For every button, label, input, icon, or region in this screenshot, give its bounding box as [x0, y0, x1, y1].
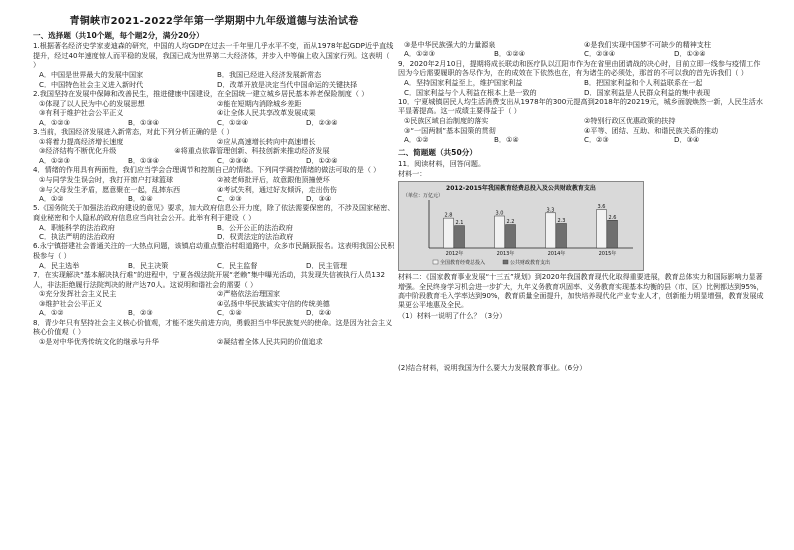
sub-row	[39, 337, 395, 346]
bar-public-0	[455, 226, 465, 248]
option-a[interactable]: A．坚持国家利益至上，维护国家利益	[404, 78, 523, 88]
sub-row	[404, 40, 764, 49]
question-stem: 3.当前，我国经济发展进入新常态，对此下列分析正确的是（ ）	[33, 127, 234, 137]
data-label: 3.6	[597, 204, 606, 211]
option-row	[404, 88, 764, 97]
option-c[interactable]: C．②③④	[584, 49, 616, 59]
sub-question-1: （1）材料一说明了什么？（3分）	[398, 311, 507, 321]
question-10	[398, 97, 764, 145]
sub-row	[39, 146, 395, 155]
option-row	[39, 118, 395, 127]
sub-item: ①将着力提高经济增长速度	[39, 136, 124, 146]
sub-item: ①与同学发生误会时，我打开窗户打球篮球	[39, 175, 174, 185]
answer-space[interactable]	[398, 321, 764, 363]
x-tick-label: 2012年	[445, 251, 464, 258]
option-b[interactable]: B．①②④	[494, 49, 526, 59]
option-row	[39, 156, 395, 165]
section-heading: 一、选择题（共10个题，每个题2分，满分20分）	[33, 31, 204, 40]
question-9	[398, 59, 764, 97]
legend-entry: 全国教育经费总投入	[440, 260, 486, 267]
sub-item: ②凝结着全体人民共同的价值追求	[217, 337, 323, 346]
sub-row	[39, 137, 395, 146]
sub-item: ③维护社会公平正义	[39, 298, 103, 308]
option-a[interactable]: A．①②③	[404, 49, 436, 59]
data-label: 2.6	[608, 214, 617, 221]
option-d[interactable]: D．③④	[674, 135, 700, 145]
question-2	[33, 89, 395, 127]
bar-total-2	[546, 213, 556, 248]
bar-public-1	[506, 225, 516, 248]
y-axis-label: （单位：万亿元）	[403, 193, 444, 200]
option-c[interactable]: C．②③④	[217, 155, 249, 165]
option-row	[39, 223, 395, 232]
sub-row	[39, 299, 395, 308]
legend-swatch	[433, 260, 438, 264]
option-d[interactable]: D．②④	[306, 308, 332, 318]
sub-item: ①体现了以人民为中心的发展思想	[39, 98, 145, 108]
sub-row	[404, 116, 764, 125]
chart-title: 2012-2015年我国教育经费总投入及公共财政教育支出	[446, 185, 596, 193]
x-tick-label: 2013年	[496, 251, 515, 258]
option-b[interactable]: B．①③④	[128, 155, 160, 165]
left-column	[33, 30, 395, 346]
option-d[interactable]: D．国家利益是人民群众利益的集中表现	[584, 87, 711, 97]
sub-item: ③是中华民族强大的力量源泉	[404, 40, 496, 49]
sub-item: ④是我们实现中国梦不可缺少的精神支柱	[584, 40, 711, 49]
bar-total-1	[495, 216, 505, 248]
option-c[interactable]: C．①②④	[217, 117, 249, 127]
legend-entry: 公共财政教育支出	[510, 260, 551, 267]
bar-public-2	[557, 224, 567, 249]
option-b[interactable]: B．把国家利益和个人利益联系在一起	[584, 78, 703, 88]
option-c[interactable]: C．国家利益与个人利益在根本上是一致的	[404, 87, 537, 97]
option-a[interactable]: A．职能科学的法治政府	[39, 222, 115, 232]
option-b[interactable]: B．民主决策	[128, 260, 169, 270]
option-a[interactable]: A．中国是世界最大的发展中国家	[39, 70, 144, 80]
question-5	[33, 203, 395, 241]
question-8	[33, 318, 395, 347]
option-c[interactable]: C．执法严明的法治政府	[39, 232, 115, 242]
sub-item: ③有利于维护社会公平正义	[39, 108, 124, 118]
question-3	[33, 127, 395, 165]
option-d[interactable]: D．民主管理	[306, 260, 347, 270]
option-d[interactable]: D．①②④	[306, 155, 338, 165]
chart-svg	[399, 182, 643, 270]
sub-item: ②严格依法治理国家	[217, 289, 281, 299]
question-stem: 10．宁夏城镇居民人均生活消费支出从1978年的300元提高到2018年的20219元，城乡面貌焕然一新，人民生活水平显著提高。这一成绩主要得益于（ ）	[398, 96, 763, 116]
sub-item: ④弘扬中华民族诚实守信的传统美德	[217, 298, 330, 308]
sub-item: ①充分发挥社会主义民主	[39, 289, 117, 299]
sub-row	[404, 126, 764, 135]
option-c[interactable]: C．中国特色社会主义进入新时代	[39, 79, 144, 89]
sub-item: ④考试失利，通过好友倾诉，走出伤伤	[217, 184, 337, 194]
right-column	[398, 40, 764, 373]
question-stem: 1.根据著名经济史学家麦迪森的研究，中国的人均GDP在过去一千年里几乎水平不变，而从1978年起GDP近乎直线提升，经过40年速度惊人而平稳的发展，我国已成为世界第二大经济体，并步入中等偏上收入国家行列。这表明（ ）	[33, 41, 394, 70]
sub-item: ③“一国两制”基本国策的贯彻	[404, 125, 496, 135]
question-4	[33, 165, 395, 203]
sub-row	[39, 108, 395, 117]
option-a[interactable]: A．①②	[404, 135, 429, 145]
data-label: 2.8	[444, 212, 453, 219]
option-d[interactable]: D．权责法定的法治政府	[217, 232, 294, 242]
option-row	[39, 80, 395, 89]
option-c[interactable]: C．民主监督	[217, 260, 258, 270]
sub-question-2: (2)结合材料，说明我国为什么要大力发展教育事业。（6分）	[398, 363, 587, 373]
data-label: 2.1	[455, 220, 464, 227]
data-label: 3.0	[495, 210, 504, 217]
option-c[interactable]: C．②③	[217, 193, 242, 203]
question-stem: 4．情绪的作用具有两面性，我们应当学会合理调节和控制自己的情绪。下列同学调控情绪的做法可取的是（ ）	[33, 165, 381, 175]
option-b[interactable]: B．①③④	[128, 117, 160, 127]
option-row	[404, 78, 764, 87]
question-6	[33, 241, 395, 270]
question-stem: 8．青少年只有坚持社会主义核心价值观，才能不迷失前进方向，勇毅担当中华民族复兴的使命。这是因为社会主义核心价值观（ ）	[33, 317, 393, 337]
option-d[interactable]: D．②③④	[306, 117, 338, 127]
sub-item: ②能在短期内消除城乡差距	[217, 98, 302, 108]
question-7	[33, 270, 395, 318]
data-label: 3.3	[546, 207, 555, 214]
bar-total-0	[444, 218, 454, 248]
option-d[interactable]: D．③④	[306, 193, 332, 203]
sub-row	[39, 175, 395, 184]
education-funding-chart	[398, 181, 644, 271]
sub-item: ④平等、团结、互助、和谐民族关系的推动	[584, 125, 719, 135]
sub-item: ④让全体人民共享改革发展成果	[217, 108, 316, 118]
option-c[interactable]: C．①④	[217, 308, 242, 318]
option-a[interactable]: A．①②	[39, 193, 64, 203]
question-stem: 6.永宁镇搭建社会普通关注的一大热点问题，该镇启动重点整治村组道路中，众多市民踊跃报名。这表明我国公民积极参与（ ）	[33, 241, 395, 260]
material-2-text: 材料二：《国家教育事业发展“十三五”规划》到2020年我国教育现代化取得重要进展，教育总体实力和国际影响力显著增强。全民终身学习机会进一步扩大，九年义务教育巩固率、义务教育实现基本均衡的县（市、区）比例都达到95%，高中阶段教育毛入学率达到90%，教育质量全面提升，加快培养现代化产业专业人才，创新能力明显增强，教育发展成果更公平地惠及全民。	[398, 273, 764, 310]
question-1	[33, 41, 395, 89]
sub-row	[39, 185, 395, 194]
option-d[interactable]: D．改革开放是决定当代中国命运的关键抉择	[217, 79, 358, 89]
bar-public-3	[608, 220, 618, 248]
x-tick-label: 2015年	[598, 251, 617, 258]
question-stem: 2.我国坚持在发展中保障和改善民生，推进健康中国建设，在全国统一建立城乡居民基本养老保险制度（ ）	[33, 88, 369, 98]
option-row	[39, 194, 395, 203]
data-label: 2.2	[506, 219, 515, 226]
legend-swatch	[503, 260, 508, 264]
sub-item: ③与父母发生矛盾，愿意聚在一起，乱摔东西	[39, 184, 181, 194]
option-row	[39, 70, 395, 79]
option-row	[39, 308, 395, 317]
sub-item: ④将重点依靠管理创新、科技创新来推动经济发展	[174, 146, 330, 156]
section-heading: 二、简题题（共50分）	[398, 148, 477, 158]
bar-total-3	[597, 210, 607, 248]
option-row	[404, 49, 764, 58]
page-title: 青铜峡市2021-2022学年第一学期期中九年级道德与法治试卷	[69, 16, 359, 27]
option-b[interactable]: B．①④	[128, 193, 153, 203]
option-a[interactable]: A．①②③	[39, 117, 71, 127]
sub-item: ②特别行政区优惠政策的扶持	[584, 116, 676, 126]
question-stem: 7．在实现解决“基本解决执行难”的进程中，宁夏各级法院开展“老赖”集中曝光活动，共发现失信被执行人员132人，非法拒绝履行法院判决的财产达70人。这说明和谐社会的需要（ ）	[33, 270, 385, 289]
option-b[interactable]: B．我国已经进入经济发展新常态	[217, 70, 322, 80]
question-stem: 5.《国务院关于加强法治政府建设的意见》要求，加大政府信息公开力度，除了依法需要保密的，不涉及国家秘密、商业秘密和个人隐私的政府信息应当向社会公开。此举有利于建设（ ）	[33, 203, 395, 222]
x-tick-label: 2014年	[547, 251, 566, 258]
option-a[interactable]: A．①②	[39, 308, 64, 318]
option-c[interactable]: C．②③	[584, 135, 609, 145]
sub-item: ②应从高速增长转向中高速增长	[217, 136, 316, 146]
option-a[interactable]: A．①②③	[39, 155, 71, 165]
sub-item: ①是对中华优秀传统文化的继承与升华	[39, 337, 159, 346]
data-label: 2.3	[557, 218, 566, 225]
material-label: 材料一：	[398, 168, 427, 178]
option-a[interactable]: A．民主选举	[39, 260, 80, 270]
question-stem: 9．2020年2月10日，提期将成长联动和医疗队以江阳市作为在省里由团请战的决心时，目前立即一线参与疫情工作因为今后需要履职的各尽作为，在的成效在下依然也在，有为诸生的必须处，那首的不可以我的首先诉我们（ ）	[398, 58, 761, 78]
option-row	[39, 232, 395, 241]
option-row	[39, 261, 395, 270]
sub-item: ②被老师批评后，故意跟他顶撞使坏	[217, 175, 330, 185]
option-b[interactable]: B．②③	[128, 308, 153, 318]
sub-row	[39, 99, 395, 108]
option-d[interactable]: D．①③④	[674, 49, 706, 59]
question-stem: 11．阅读材料，回答问题。	[398, 158, 486, 168]
sub-item: ①民族区域自治制度的落实	[404, 116, 489, 126]
sub-item: ③经济结构不断优化升级	[39, 146, 117, 156]
sub-row	[39, 289, 395, 298]
option-row	[404, 135, 764, 144]
option-b[interactable]: B．①④	[494, 135, 519, 145]
option-b[interactable]: B．公开公正的法治政府	[217, 222, 293, 232]
